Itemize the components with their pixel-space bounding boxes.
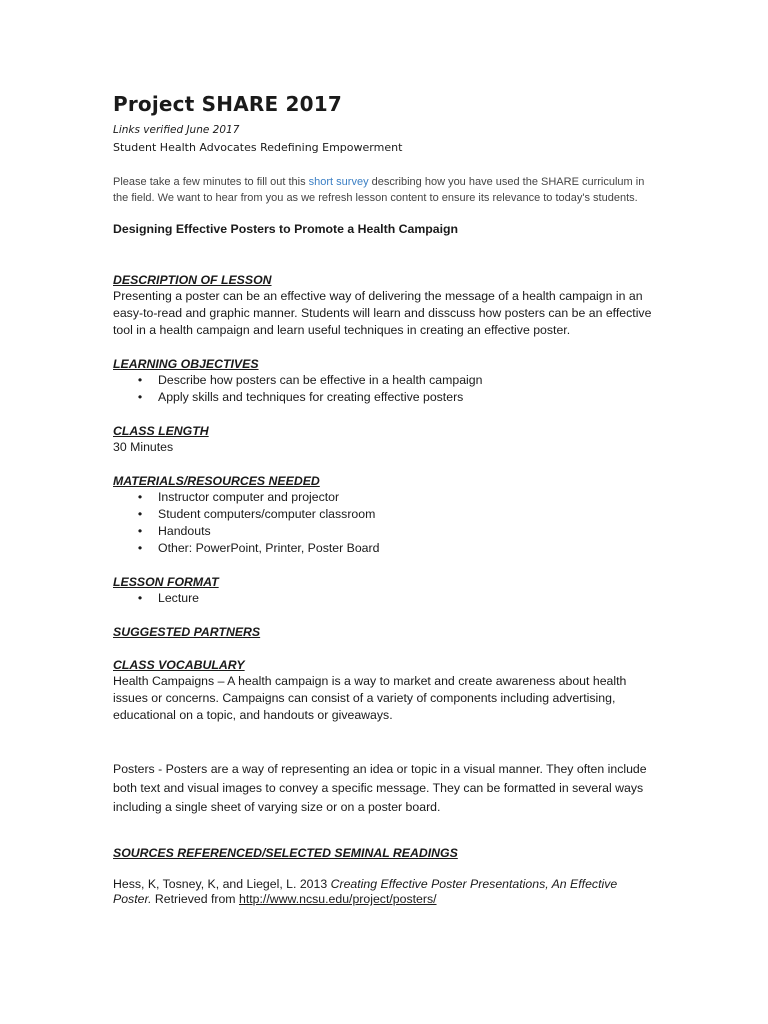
vocabulary-entry-health-campaigns: Health Campaigns – A health campaign is a way to market and create awareness about health issues or concerns. Campaigns can consist of a variety of components including advertising, educational on a topic, and handouts or giveaways. [113,674,627,722]
list-item: • Describe how posters can be effective in a health campaign [134,372,653,389]
lesson-format-heading: LESSON FORMAT [113,575,219,589]
list-item: • Handouts [134,523,653,540]
bullet-icon: • [137,490,143,504]
list-item: • Student computers/computer classroom [134,506,653,523]
citation [113,877,653,907]
list-item: • Lecture [134,590,653,607]
partners-heading: SUGGESTED PARTNERS [113,625,261,639]
class-length-heading: CLASS LENGTH [113,424,209,438]
citation-url-link[interactable]: http://www.ncsu.edu/project/posters/ [238,892,437,906]
bullet-icon: • [137,507,143,521]
objectives-heading: LEARNING OBJECTIVES [113,357,259,371]
survey-text-after: describing how you have used the SHARE curriculum in the field. We want to hear from you as we refresh lesson content to ensure its relevance to today's students. [113,176,645,204]
materials-heading: MATERIALS/RESOURCES NEEDED [113,474,320,488]
document-title: Project SHARE 2017 [113,92,342,116]
vocabulary-entry-posters: Posters - Posters are a way of representing an idea or topic in a visual manner. They often include both text and visual images to convey a specific message. They can be formatted in several ways including a single sheet of varying size or on a poster board. [113,762,647,814]
list-item: • Other: PowerPoint, Printer, Poster Board [134,540,653,557]
list-item: • Instructor computer and projector [134,489,653,506]
short-survey-link[interactable]: short survey [308,176,369,188]
lesson-format-list [113,590,653,607]
objectives-list [113,372,653,406]
survey-text-before: Please take a few minutes to fill out this [113,176,309,188]
sources-heading: SOURCES REFERENCED/SELECTED SEMINAL READINGS [113,846,458,860]
class-length-text: 30 Minutes [113,440,174,454]
bullet-icon: • [137,373,143,387]
materials-list [113,489,653,557]
list-item: • Apply skills and techniques for creating effective posters [134,389,653,406]
links-verified-note: Links verified June 2017 [113,124,240,136]
description-heading: DESCRIPTION OF LESSON [113,273,272,287]
bullet-icon: • [137,524,143,538]
bullet-icon: • [137,541,143,555]
document-page [113,92,653,907]
survey-paragraph [113,174,653,206]
citation-retrieved: Retrieved from [151,892,239,906]
description-text: Presenting a poster can be an effective way of delivering the message of a health campaign in an easy-to-read and graphic manner. Students will learn and disscuss how posters can be an effective tool in a health campaign and learn useful techniques in creating an effective poster. [113,289,652,337]
lesson-title: Designing Effective Posters to Promote a Health Campaign [113,222,459,236]
citation-title: Creating Effective Poster Presentations, An Effective Poster. [113,877,618,906]
citation-authors: Hess, K, Tosney, K, and Liegel, L. 2013 [113,877,331,891]
document-subtitle: Student Health Advocates Redefining Empowerment [113,141,403,154]
bullet-icon: • [137,591,143,605]
vocabulary-heading: CLASS VOCABULARY [113,658,245,672]
bullet-icon: • [137,390,143,404]
